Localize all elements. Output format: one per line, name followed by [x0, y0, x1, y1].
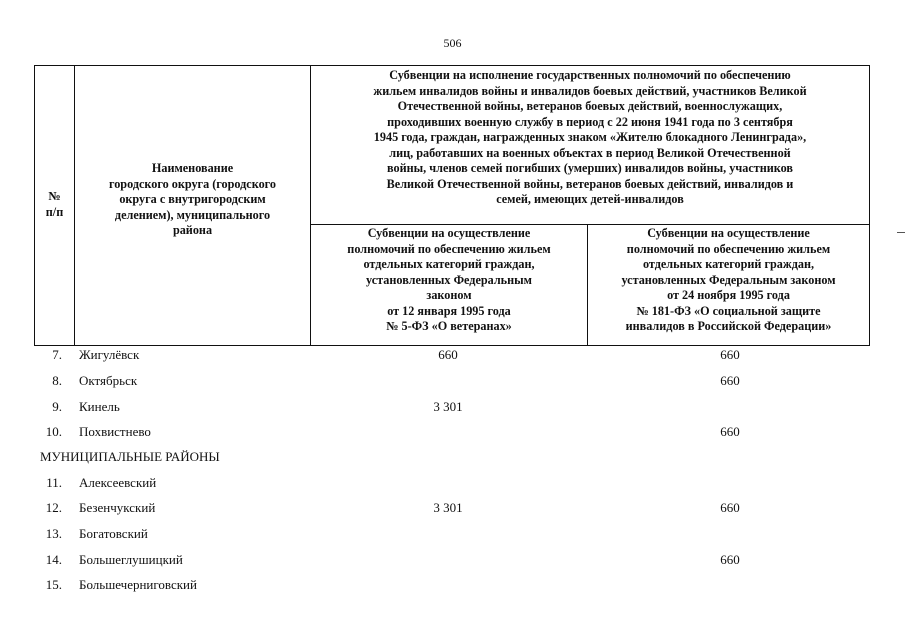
row-value-veterans: 660: [438, 347, 458, 362]
row-name: Большеглушицкий: [79, 552, 183, 567]
table-row: [0, 524, 905, 544]
table-row: [0, 397, 905, 417]
table-row: [0, 550, 905, 570]
row-number: 11.: [46, 475, 62, 490]
row-value-disabled: 660: [720, 424, 740, 439]
row-number: 13.: [45, 526, 62, 541]
header-subcol-veterans: Субвенции на осуществление полномочий по обеспечению жильем отдельных категорий граждан, установленных Федеральным законом от 12 января 1995 года № 5-ФЗ «О ветеранах»: [347, 226, 551, 333]
row-name: Жигулёвск: [79, 347, 140, 362]
row-name: Большечерниговский: [79, 577, 197, 592]
row-number: 12.: [45, 500, 62, 515]
row-number: 14.: [45, 552, 62, 567]
row-name: Похвистнево: [79, 424, 151, 439]
row-value-disabled: 660: [720, 500, 740, 515]
row-number: 7.: [52, 347, 62, 362]
row-value-veterans: 3 301: [433, 500, 463, 515]
page-number: 506: [443, 36, 462, 50]
table-row: [0, 371, 905, 391]
table-row: [0, 422, 905, 442]
section-title: МУНИЦИПАЛЬНЫЕ РАЙОНЫ: [40, 449, 220, 464]
header-group-title: Субвенции на исполнение государственных полномочий по обеспечению жильем инвалидов войны и инвалидов боевых действий, участников Великой Отечественной войны, ветеранов боевых действий, военнослужащих, проходивших военную службу в период с 22 июня 1941 года по 3 сентября 1945 года, граждан, награжденных знаком «Жителю блокадного Ленинграда», лиц, работавших на военных объектах в период Великой Отечественной войны, членов семей погибших (умерших) инвалидов войны, участников Великой Отечественной войны, ветеранов боевых действий, инвалидов и семей, имеющих детей-инвалидов: [373, 68, 807, 206]
row-number: 15.: [45, 577, 62, 592]
row-name: Безенчукский: [79, 500, 156, 515]
table-row: [0, 575, 905, 595]
row-name: Алексеевский: [79, 475, 157, 490]
table-row: [0, 345, 905, 365]
row-number: 8.: [52, 373, 62, 388]
table-row: [0, 498, 905, 518]
row-value-disabled: 660: [720, 347, 740, 362]
row-value-veterans: 3 301: [433, 399, 463, 414]
row-value-disabled: 660: [720, 552, 740, 567]
header-col-number: № п/п: [45, 189, 64, 219]
row-number: 10.: [45, 424, 62, 439]
row-name: Кинель: [79, 399, 120, 414]
header-subcol-disabled: Субвенции на осуществление полномочий по обеспечению жильем отдельных категорий граждан, установленных Федеральным законом от 24 ноября 1995 года № 181-ФЗ «О социальной защите инвалидов в Российской Федерации»: [621, 226, 836, 333]
table-header: [34, 65, 870, 346]
divider: [310, 224, 869, 225]
row-name: Богатовский: [79, 526, 148, 541]
row-value-disabled: 660: [720, 373, 740, 388]
row-number: 9.: [52, 399, 62, 414]
table-row: [0, 473, 905, 493]
header-col-name: Наименование городского округа (городского округа с внутригородским делением), муниципального района: [108, 161, 276, 237]
row-name: Октябрьск: [79, 373, 138, 388]
scan-edge-mark: [897, 232, 905, 233]
